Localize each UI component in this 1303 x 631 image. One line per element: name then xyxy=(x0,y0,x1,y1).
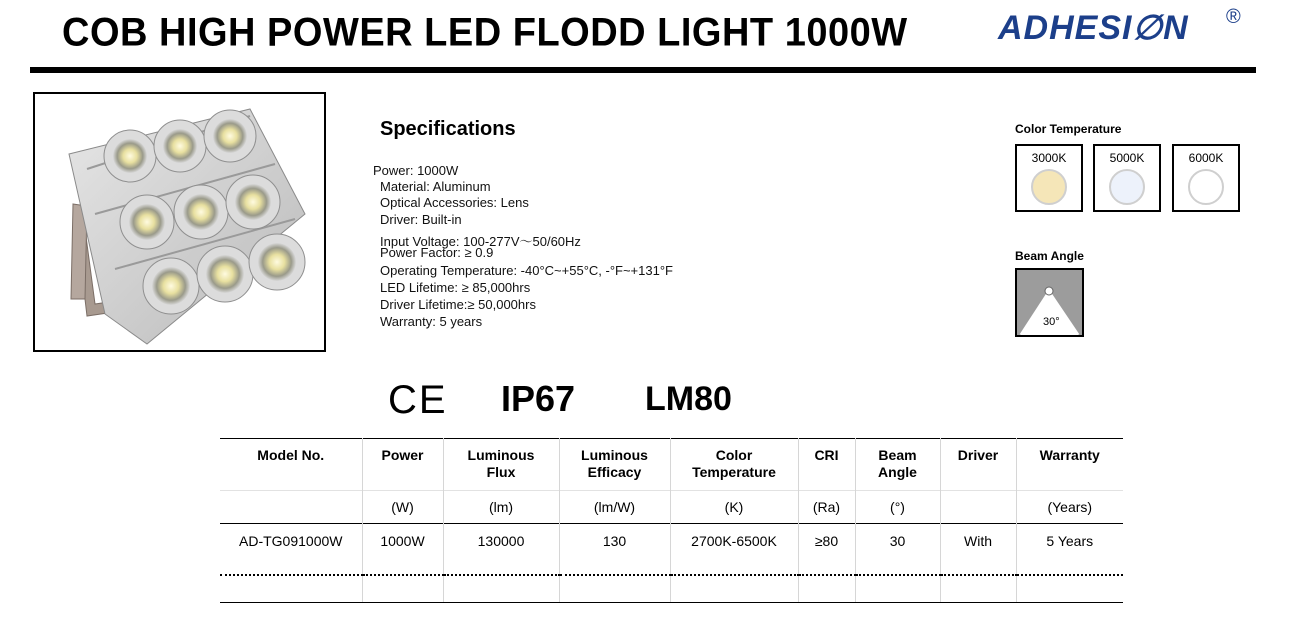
spec-power-factor: Power Factor: ≥ 0.9 xyxy=(380,245,494,260)
color-dot xyxy=(1031,169,1067,205)
swatch-label: 6000K xyxy=(1188,151,1224,165)
spec-operating-temp: Operating Temperature: -40°C~+55°C, -°F~+131°F xyxy=(380,263,673,278)
spec-power: Power: 1000W xyxy=(373,163,459,178)
swatch-label: 3000K xyxy=(1031,151,1067,165)
spec-led-lifetime: LED Lifetime: ≥ 85,000hrs xyxy=(380,280,531,295)
spec-driver-lifetime: Driver Lifetime:≥ 50,000hrs xyxy=(380,297,536,312)
table-row xyxy=(220,523,1123,575)
empty-cell xyxy=(362,575,443,603)
cell-model: AD-TG091000W xyxy=(220,523,362,575)
spec-warranty: Warranty: 5 years xyxy=(380,314,483,329)
empty-cell xyxy=(220,575,362,603)
cell-power: 1000W xyxy=(362,523,443,575)
cell-beam-angle: 30 xyxy=(855,523,940,575)
empty-cell xyxy=(855,575,940,603)
swatch-3000k xyxy=(1015,144,1083,212)
spec-input-voltage: Input Voltage: 100-277V～50/60Hz xyxy=(380,234,581,249)
unit-luminous-flux: (lm) xyxy=(443,490,559,523)
color-temperature-label: Color Temperature xyxy=(1015,122,1122,136)
swatch-5000k xyxy=(1093,144,1161,212)
cell-driver: With xyxy=(940,523,1016,575)
empty-cell xyxy=(670,575,798,603)
table-row-empty xyxy=(220,575,1123,603)
header-power: Power xyxy=(362,438,443,490)
empty-cell xyxy=(443,575,559,603)
table-units-row xyxy=(220,490,1123,523)
header-warranty: Warranty xyxy=(1016,438,1123,490)
header-model: Model No. xyxy=(257,447,325,463)
swatch-6000k xyxy=(1172,144,1240,212)
spec-driver: Driver: Built-in xyxy=(380,212,462,227)
header-rule xyxy=(30,67,1256,73)
registered-mark: ® xyxy=(1226,6,1241,28)
beam-angle-label: Beam Angle xyxy=(1015,249,1084,263)
unit-warranty: (Years) xyxy=(1016,490,1123,523)
page-title: COB HIGH POWER LED FLODD LIGHT 1000W xyxy=(62,10,908,56)
flood-light-illustration xyxy=(35,94,324,350)
beam-angle-diagram xyxy=(1015,268,1084,337)
cell-color-temperature: 2700K-6500K xyxy=(670,523,798,575)
unit-luminous-efficacy: (lm/W) xyxy=(559,490,670,523)
header-beam-angle: Beam Angle xyxy=(855,438,940,490)
beam-angle-value: 30° xyxy=(1043,316,1060,328)
spec-material: Material: Aluminum xyxy=(380,179,491,194)
header-luminous-flux: Luminous Flux xyxy=(443,438,559,490)
unit-cri: (Ra) xyxy=(798,490,855,523)
empty-cell xyxy=(559,575,670,603)
lm80-mark: LM80 xyxy=(645,380,732,418)
product-image xyxy=(33,92,326,352)
unit-color-temperature: (K) xyxy=(670,490,798,523)
color-dot xyxy=(1188,169,1224,205)
empty-cell xyxy=(1016,575,1123,603)
ce-mark: CE xyxy=(388,378,448,422)
brand-logo: ADHESI∅N xyxy=(998,9,1189,47)
unit-beam-angle: (°) xyxy=(855,490,940,523)
cell-cri: ≥80 xyxy=(798,523,855,575)
unit-power: (W) xyxy=(362,490,443,523)
header-driver: Driver xyxy=(940,438,1016,490)
cell-warranty: 5 Years xyxy=(1016,523,1123,575)
model-spec-table xyxy=(220,438,1123,603)
specifications-heading: Specifications xyxy=(380,118,516,140)
ip67-mark: IP67 xyxy=(501,378,576,419)
header-cri: CRI xyxy=(798,438,855,490)
cell-luminous-flux: 130000 xyxy=(443,523,559,575)
spec-optical: Optical Accessories: Lens xyxy=(380,195,529,210)
swatch-label: 5000K xyxy=(1109,151,1145,165)
header-color-temperature: Color Temperature xyxy=(670,438,798,490)
unit-driver xyxy=(940,490,1016,523)
table-bottom-rule xyxy=(220,602,1123,603)
table-header-row xyxy=(220,438,1123,490)
empty-cell xyxy=(798,575,855,603)
color-dot xyxy=(1109,169,1145,205)
header-luminous-efficacy: Luminous Efficacy xyxy=(559,438,670,490)
unit-model xyxy=(220,490,362,523)
cell-luminous-efficacy: 130 xyxy=(559,523,670,575)
empty-cell xyxy=(940,575,1016,603)
